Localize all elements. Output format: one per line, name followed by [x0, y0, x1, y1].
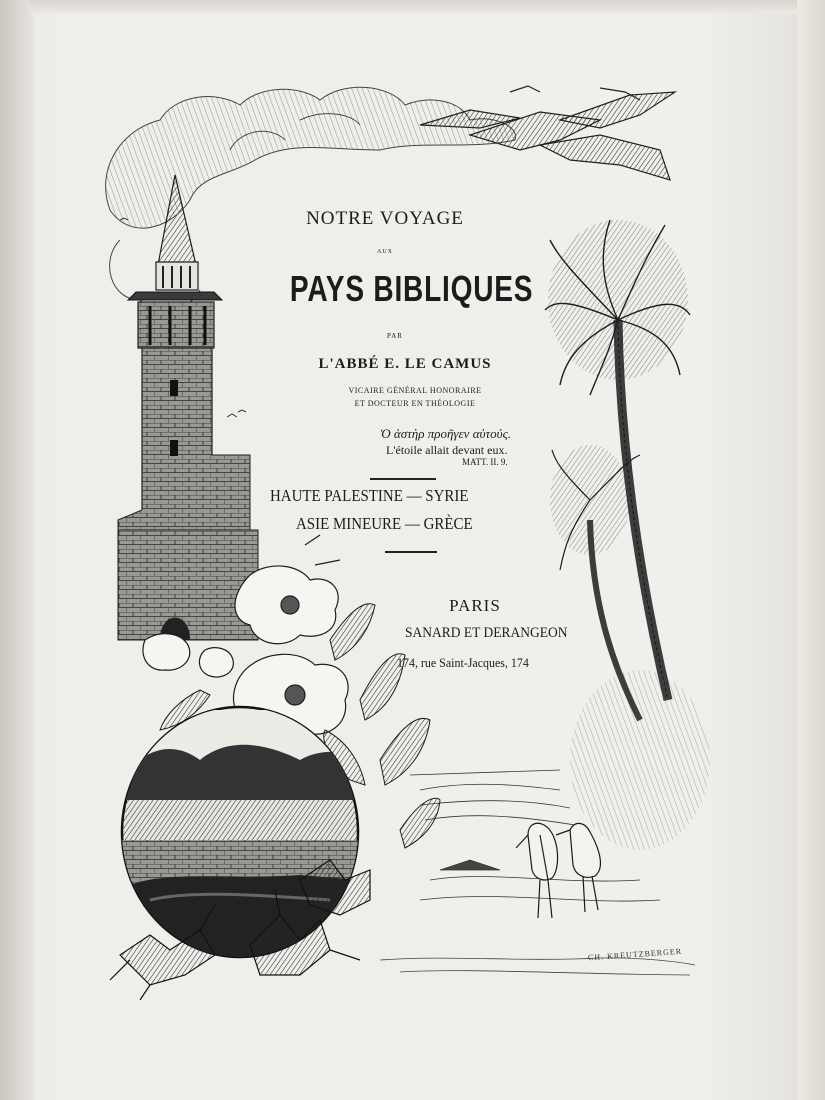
divider-rule-top [370, 478, 436, 480]
landscape-medallion [120, 707, 360, 960]
divider-rule-bottom [385, 551, 437, 553]
regions-line-2: ASIE MINEURE — GRÈCE [296, 514, 473, 533]
epigraph-greek: Ὁ ἀστὴρ προῆγεν αὐτούς. [380, 426, 512, 441]
regions-line-1: HAUTE PALESTINE — SYRIE [270, 486, 469, 505]
palm-trees [545, 220, 710, 850]
title-line-2: PAYS BIBLIQUES [289, 268, 534, 309]
title-connector-aux: AUX [377, 249, 393, 255]
publisher-city: PARIS [449, 596, 501, 615]
publisher-address: 174, rue Saint-Jacques, 174 [397, 655, 529, 670]
grass-ground [380, 958, 695, 975]
author-role-1: VICAIRE GÉNÉRAL HONORAIRE [348, 386, 482, 395]
byline-par: PAR [387, 332, 403, 340]
engraver-signature: CH. KREUTZBERGER [587, 946, 683, 963]
epigraph-french: L'étoile allait devant eux. [386, 443, 508, 457]
author-role-2: ET DOCTEUR EN THÉOLOGIE [354, 399, 476, 408]
author-name: L'ABBÉ E. LE CAMUS [318, 356, 492, 372]
minaret-tower [118, 175, 258, 640]
publisher-name: SANARD ET DERANGEON [405, 625, 568, 641]
epigraph-reference: MATT. II. 9. [462, 457, 508, 467]
storks [516, 823, 600, 918]
title-line-1: NOTRE VOYAGE [306, 208, 464, 229]
